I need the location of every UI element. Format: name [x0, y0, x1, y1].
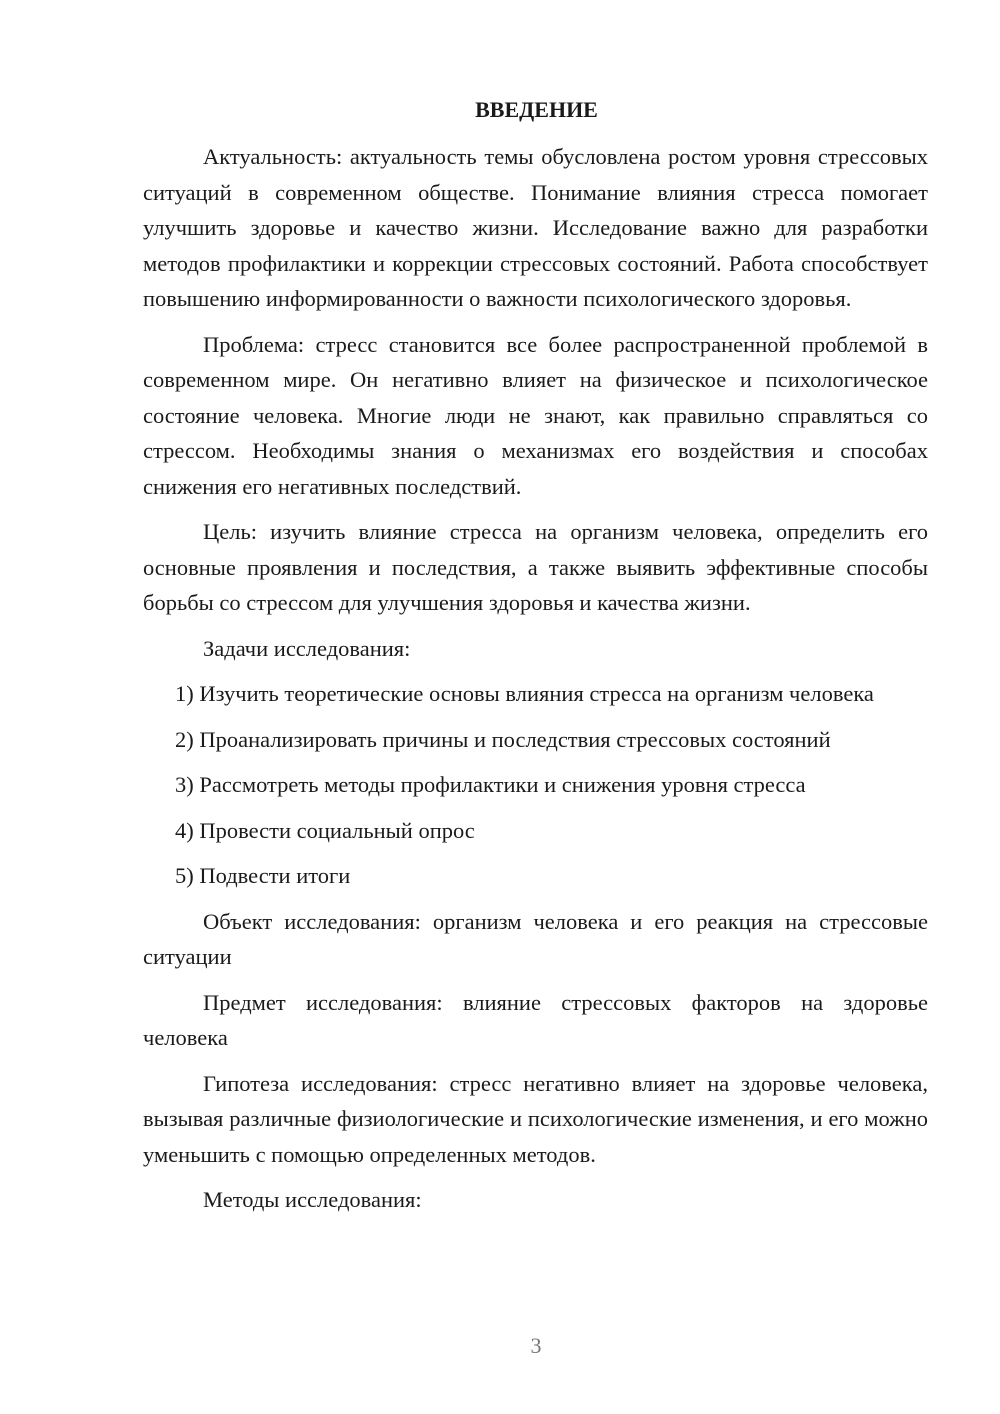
task-item-1: 1) Изучить теоретические основы влияния стресса на организм человека: [175, 681, 874, 706]
task-item-2: 2) Проанализировать причины и последствия стрессовых состояний: [175, 726, 831, 752]
page-number: 3: [530, 1333, 542, 1358]
task-item-3: 3) Рассмотреть методы профилактики и снижения уровня стресса: [175, 772, 806, 797]
paragraph-problem: Проблема: стресс становится все более распространенной проблемой в современном мире. Он негативно влияет на физическое и психологическое состояние человека. Многие люди не знают, как правильно справляться со стрессом. Необходимы знания о механизмах его воздействия и способах снижения его негативных последствий.: [143, 331, 928, 499]
paragraph-subject: Предмет исследования: влияние стрессовых факторов на здоровье человека: [143, 989, 928, 1050]
task-item-5: 5) Подвести итоги: [175, 863, 351, 888]
paragraph-goal: Цель: изучить влияние стресса на организм человека, определить его основные проявления и последствия, а также выявить эффективные способы борьбы со стрессом для улучшения здоровья и качества жизни.: [143, 519, 928, 615]
task-item-4: 4) Провести социальный опрос: [175, 817, 475, 843]
tasks-heading: Задачи исследования:: [203, 635, 411, 661]
document-page: [143, 92, 928, 1228]
methods-heading: Методы исследования:: [203, 1187, 422, 1212]
paragraph-object: Объект исследования: организм человека и его реакция на стрессовые ситуации: [143, 908, 928, 969]
page-title: ВВЕДЕНИЕ: [475, 97, 598, 122]
paragraph-hypothesis: Гипотеза исследования: стресс негативно влияет на здоровье человека, вызывая различные физиологические и психологические изменения, и его можно уменьшить с помощью определенных методов.: [143, 1070, 928, 1167]
paragraph-relevance: Актуальность: актуальность темы обусловлена ростом уровня стрессовых ситуаций в современном обществе. Понимание влияния стресса помогает улучшить здоровье и качество жизни. Исследование важно для разработки методов профилактики и коррекции стрессовых состояний. Работа способствует повышению информированности о важности психологического здоровья.: [143, 144, 928, 311]
